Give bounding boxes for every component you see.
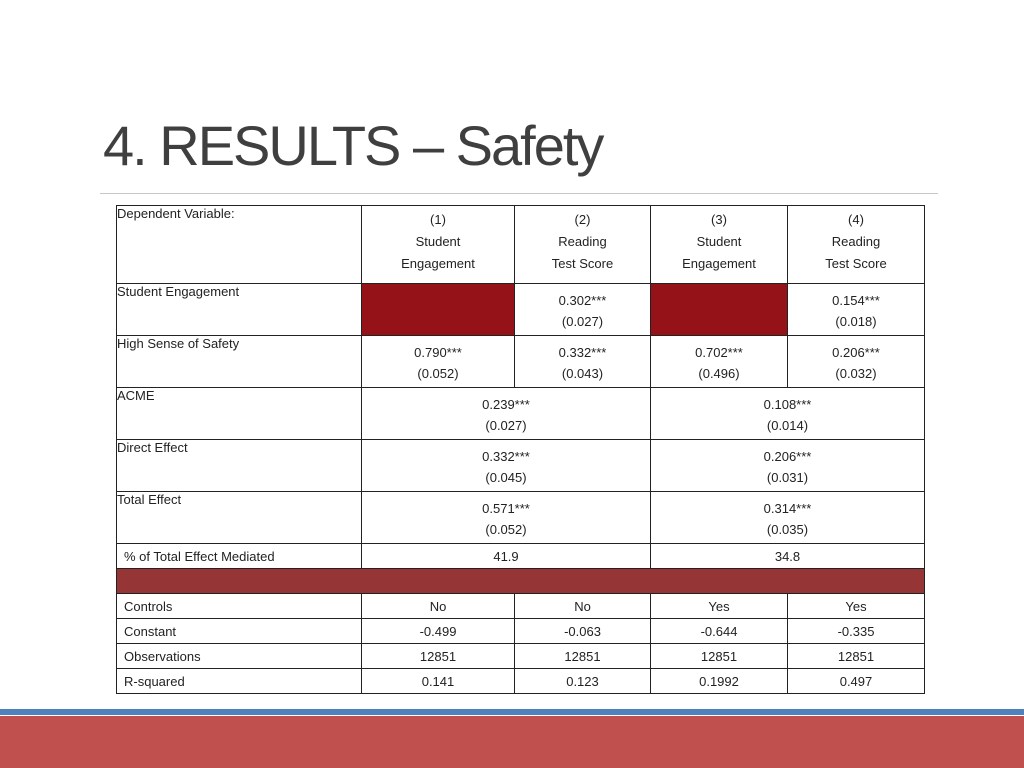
coefficient: 0.302*** <box>558 293 607 308</box>
slide-title: 4. RESULTS – Safety <box>103 114 603 177</box>
coefficient: 0.206*** <box>763 449 812 464</box>
value-cell: -0.063 <box>515 619 651 644</box>
row-label: Direct Effect <box>117 440 362 492</box>
table-row <box>117 284 925 336</box>
column-name-line1: Reading <box>831 234 881 249</box>
value-cell: 12851 <box>362 644 515 669</box>
coefficient: 0.239*** <box>482 397 530 412</box>
merged-value-cell: 34.8 <box>651 544 925 569</box>
coefficient-cell <box>651 336 788 388</box>
table-row <box>117 440 925 492</box>
value-cell: 0.1992 <box>651 669 788 694</box>
column-name-line1: Reading <box>558 234 607 249</box>
standard-error: (0.027) <box>485 418 527 433</box>
table-row <box>117 492 925 544</box>
standard-error: (0.052) <box>417 366 459 381</box>
empty-filled-cell <box>362 284 515 336</box>
value-cell: 12851 <box>515 644 651 669</box>
merged-coefficient-cell <box>651 440 925 492</box>
column-number: (4) <box>848 212 864 227</box>
column-name-line1: Student <box>415 234 461 249</box>
standard-error: (0.032) <box>835 366 877 381</box>
coefficient-cell <box>362 336 515 388</box>
footer-blue-stripe <box>0 709 1024 715</box>
dependent-variable-label: Dependent Variable: <box>117 206 362 284</box>
table-row <box>117 336 925 388</box>
value-cell: 0.123 <box>515 669 651 694</box>
merged-coefficient-cell <box>651 388 925 440</box>
separator-band <box>117 569 925 594</box>
title-divider <box>100 193 938 194</box>
value-cell: 12851 <box>788 644 925 669</box>
coefficient: 0.571*** <box>482 501 530 516</box>
column-header-3 <box>651 206 788 284</box>
coefficient-cell <box>515 336 651 388</box>
merged-coefficient-cell <box>362 492 651 544</box>
table-row <box>117 619 925 644</box>
standard-error: (0.043) <box>561 366 604 381</box>
standard-error: (0.027) <box>561 314 604 329</box>
value-cell: No <box>362 594 515 619</box>
value-cell: 0.497 <box>788 669 925 694</box>
row-label: Total Effect <box>117 492 362 544</box>
column-number: (1) <box>430 212 446 227</box>
footer-red-band <box>0 716 1024 768</box>
coefficient: 0.206*** <box>832 345 880 360</box>
coefficient-cell <box>515 284 651 336</box>
merged-coefficient-cell <box>362 440 651 492</box>
column-name-line1: Student <box>696 234 742 249</box>
column-name-line2: Test Score <box>551 256 614 271</box>
standard-error: (0.045) <box>485 470 527 485</box>
coefficient: 0.702*** <box>695 345 743 360</box>
value-cell: Yes <box>651 594 788 619</box>
standard-error: (0.014) <box>766 418 809 433</box>
row-label: Observations <box>117 644 362 669</box>
standard-error: (0.496) <box>698 366 740 381</box>
row-label: Constant <box>117 619 362 644</box>
column-number: (2) <box>574 212 591 227</box>
standard-error: (0.031) <box>766 470 809 485</box>
value-cell: -0.335 <box>788 619 925 644</box>
merged-coefficient-cell <box>362 388 651 440</box>
table-row <box>117 644 925 669</box>
column-number: (3) <box>711 212 727 227</box>
table-row <box>117 594 925 619</box>
coefficient: 0.154*** <box>832 293 880 308</box>
empty-filled-cell <box>651 284 788 336</box>
row-label: % of Total Effect Mediated <box>117 544 362 569</box>
row-label: High Sense of Safety <box>117 336 362 388</box>
column-header-1 <box>362 206 515 284</box>
merged-coefficient-cell <box>651 492 925 544</box>
standard-error: (0.018) <box>835 314 877 329</box>
value-cell: Yes <box>788 594 925 619</box>
row-label: ACME <box>117 388 362 440</box>
value-cell: -0.499 <box>362 619 515 644</box>
column-name-line2: Test Score <box>825 256 887 271</box>
coefficient: 0.790*** <box>414 345 462 360</box>
value-cell: -0.644 <box>651 619 788 644</box>
merged-value-cell: 41.9 <box>362 544 651 569</box>
coefficient: 0.332*** <box>558 345 607 360</box>
value-cell: 0.141 <box>362 669 515 694</box>
coefficient-cell <box>788 336 925 388</box>
column-header-2 <box>515 206 651 284</box>
header-row <box>117 206 925 284</box>
column-name-line2: Engagement <box>401 256 475 271</box>
row-label: R-squared <box>117 669 362 694</box>
coefficient: 0.108*** <box>763 397 812 412</box>
column-header-4 <box>788 206 925 284</box>
value-cell: 12851 <box>651 644 788 669</box>
value-cell: No <box>515 594 651 619</box>
standard-error: (0.052) <box>485 522 527 537</box>
table-row <box>117 388 925 440</box>
coefficient: 0.332*** <box>482 449 530 464</box>
table-row <box>117 669 925 694</box>
column-name-line2: Engagement <box>682 256 756 271</box>
coefficient: 0.314*** <box>763 501 812 516</box>
table-row <box>117 544 925 569</box>
results-table <box>116 205 925 694</box>
row-label: Controls <box>117 594 362 619</box>
separator-band-row <box>117 569 925 594</box>
coefficient-cell <box>788 284 925 336</box>
row-label: Student Engagement <box>117 284 362 336</box>
standard-error: (0.035) <box>766 522 809 537</box>
